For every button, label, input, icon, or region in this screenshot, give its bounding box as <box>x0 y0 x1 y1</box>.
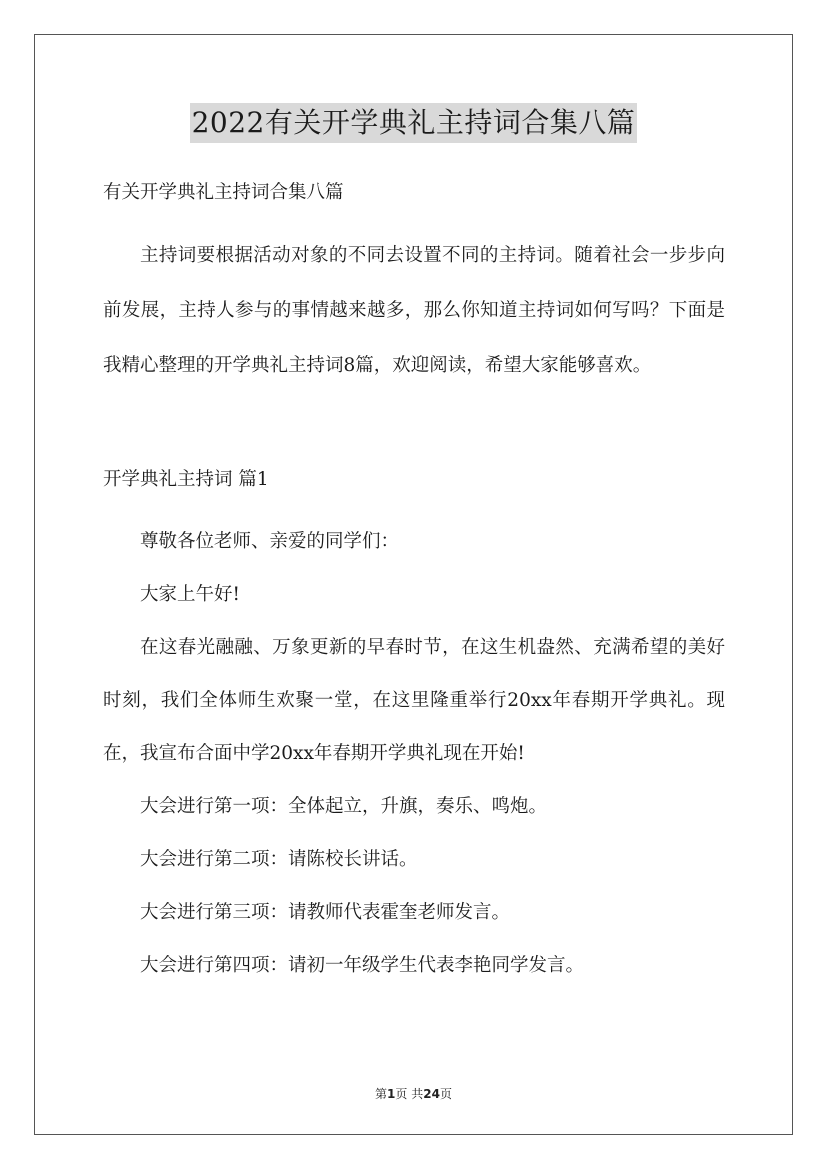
speech-line: 大会进行第二项：请陈校长讲话。 <box>140 849 418 870</box>
title-container <box>0 103 827 143</box>
speech-line: 尊敬各位老师、亲爱的同学们： <box>140 531 400 552</box>
footer-page-number: 1 <box>387 1087 396 1101</box>
footer-suffix: 页 <box>439 1087 452 1101</box>
section-heading: 开学典礼主持词 篇1 <box>103 469 269 490</box>
speech-line: 大家上午好! <box>140 584 240 605</box>
footer-mid: 页 共 <box>395 1087 424 1101</box>
document-body <box>103 174 725 992</box>
speech-line: 大会进行第四项：请初一年级学生代表李艳同学发言。 <box>140 955 585 976</box>
page-footer <box>0 1085 827 1102</box>
speech-line: 在这春光融融、万象更新的早春时节，在这生机盎然、充满希望的美好时刻，我们全体师生欢聚一堂，在这里隆重举行20xx年春期开学典礼。现在，我宣布合面中学20xx年春期开学典礼现在开始! <box>103 637 725 764</box>
speech-line: 大会进行第三项：请教师代表霍奎老师发言。 <box>140 902 511 923</box>
footer-prefix: 第 <box>375 1087 388 1101</box>
footer-page-total: 24 <box>423 1087 440 1101</box>
section-spacer <box>103 393 725 461</box>
intro-paragraph: 主持词要根据活动对象的不同去设置不同的主持词。随着社会一步步向前发展，主持人参与的事情越来越多，那么你知道主持词如何写吗？下面是我精心整理的开学典礼主持词8篇，欢迎阅读，希望大家能够喜欢。 <box>103 245 725 376</box>
document-subtitle: 有关开学典礼主持词合集八篇 <box>103 182 344 203</box>
speech-line: 大会进行第一项：全体起立，升旗，奏乐、鸣炮。 <box>140 796 548 817</box>
document-title: 2022有关开学典礼主持词合集八篇 <box>190 103 638 143</box>
